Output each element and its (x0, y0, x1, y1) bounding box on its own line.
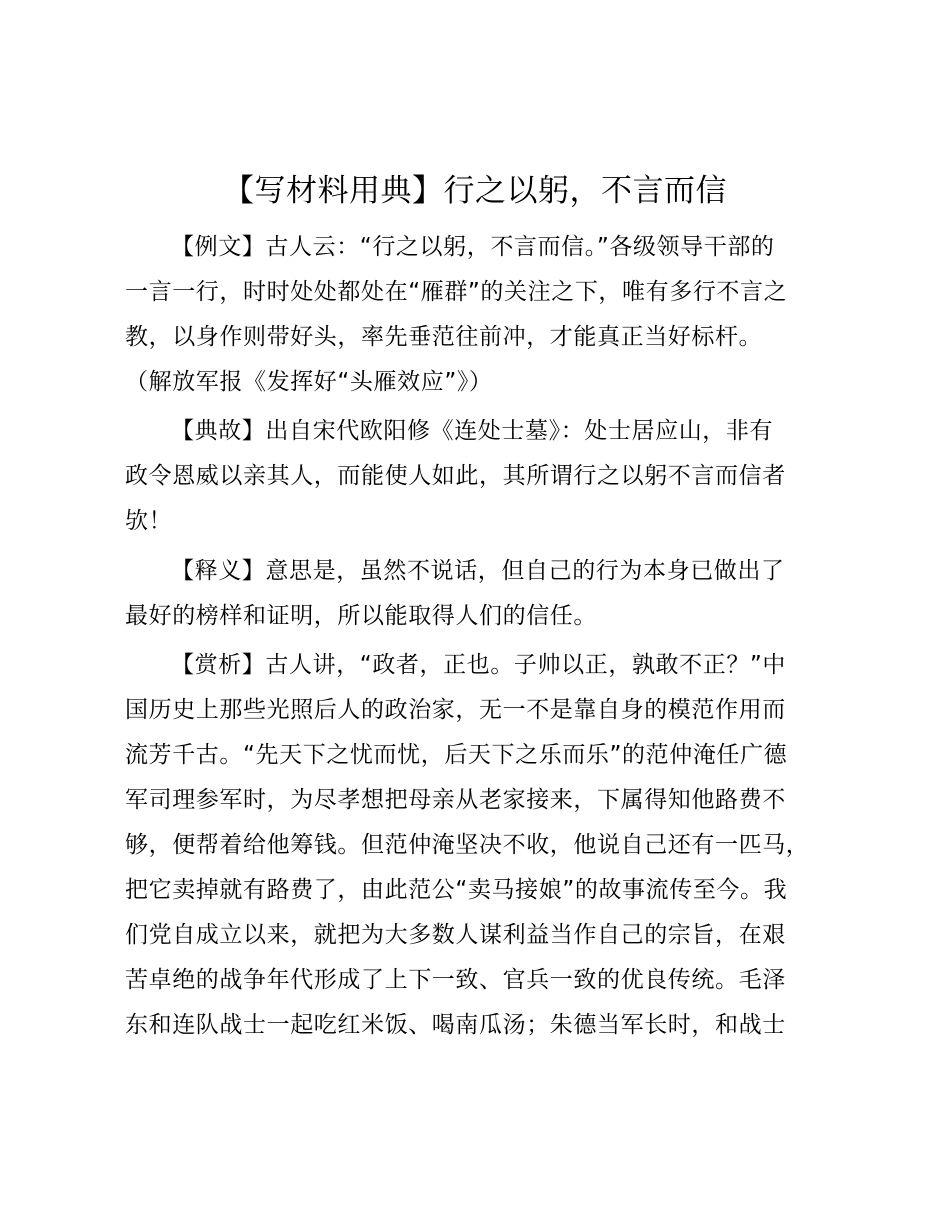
paragraph-line: 把它卖掉就有路费了，由此范公“卖马接娘”的故事流传至今。我 (125, 877, 788, 903)
paragraph-allusion (125, 409, 845, 544)
paragraph-line: 东和连队战士一起吃红米饭、喝南瓜汤；朱德当军长时，和战士 (125, 1012, 786, 1038)
paragraph-line: 苦卓绝的战争年代形成了上下一致、官兵一致的优良传统。毛泽 (125, 967, 786, 993)
paragraph-line: 【典故】出自宋代欧阳修《连处士墓》：处士居应山，非有 (171, 418, 774, 444)
paragraph-line: 军司理参军时，为尽孝想把母亲从老家接来，下属得知他路费不 (125, 787, 786, 813)
paragraph-line: 【释义】意思是，虽然不说话，但自己的行为本身已做出了 (171, 558, 785, 584)
paragraph-line: （解放军报《发挥好“头雁效应”》） (125, 369, 493, 395)
paragraph-meaning (125, 549, 845, 639)
paragraph-line: 最好的榜样和证明，所以能取得人们的信任。 (125, 603, 597, 629)
paragraph-line: 政令恩威以亲其人，而能使人如此，其所谓行之以躬不言而信者 (125, 463, 786, 489)
paragraph-line: 够，便帮着给他筹钱。但范仲淹坚决不收，他说自己还有一匹马， (125, 832, 810, 858)
document-title: 【写材料用典】行之以躬，不言而信 (223, 173, 727, 209)
paragraph-line: 【赏析】古人讲，“政者，正也。子帅以正，孰敢不正？”中 (171, 652, 787, 678)
paragraph-line: 【例文】古人云：“行之以躬，不言而信。”各级领导干部的 (171, 234, 775, 260)
paragraph-line: 们党自成立以来，就把为大多数人谋利益当作自己的宗旨，在艰 (125, 922, 786, 948)
paragraph-line: 一言一行，时时处处都处在“雁群”的关注之下，唯有多行不言之 (125, 279, 788, 305)
paragraph-appreciation (125, 643, 845, 1048)
paragraph-line: 教，以身作则带好头，率先垂范往前冲，才能真正当好标杆。 (125, 324, 763, 350)
paragraph-line: 流芳千古。“先天下之忧而忧，后天下之乐而乐”的范仲淹任广德 (125, 742, 788, 768)
paragraph-example (125, 225, 845, 405)
paragraph-line: 欤！ (125, 508, 173, 534)
paragraph-line: 国历史上那些光照后人的政治家，无一不是靠自身的模范作用而 (125, 697, 786, 723)
